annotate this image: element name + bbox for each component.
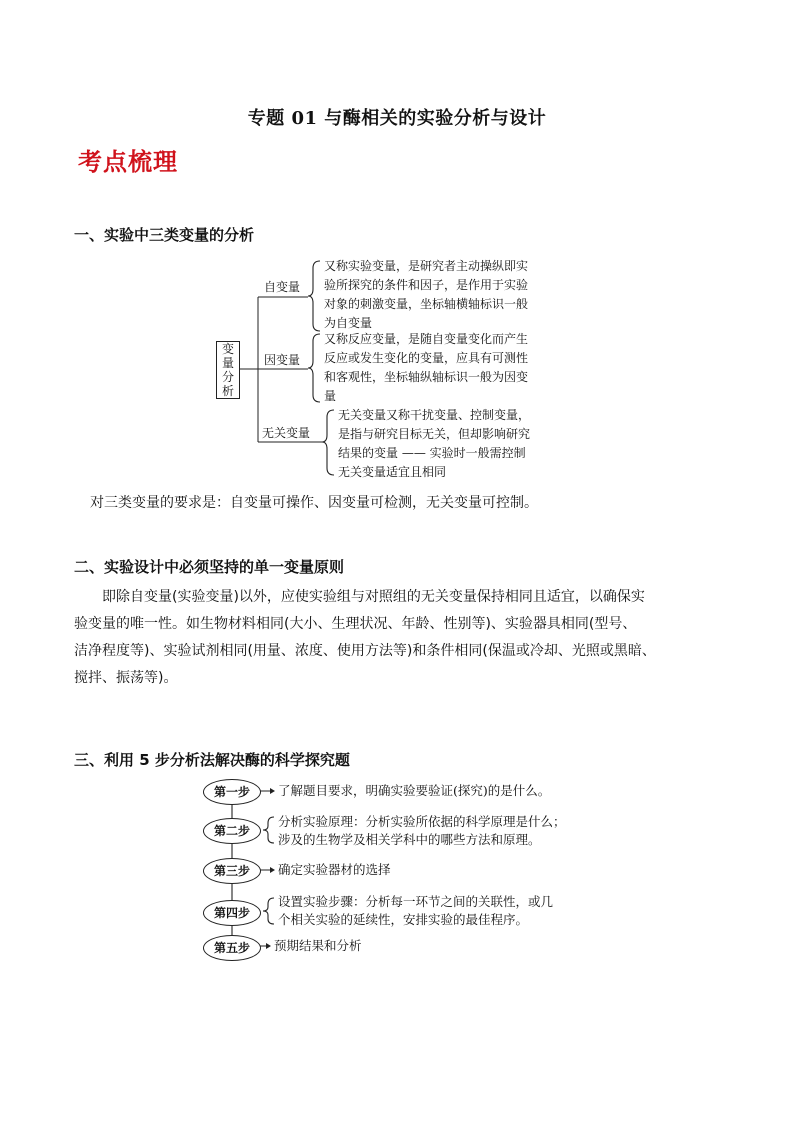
root-char: 量 xyxy=(221,356,234,370)
section-3-heading: 三、利用 5 步分析法解决酶的科学探究题 xyxy=(74,751,350,769)
desc-line: 是指与研究目标无关，但却影响研究 xyxy=(338,427,531,441)
paragraph-line: 洁净程度等)、实验试剂相同(用量、浓度、使用方法等)和条件相同(保温或冷却、光照或黑暗、 xyxy=(74,643,656,659)
variable-requirement-note: 对三类变量的要求是：自变量可操作、因变量可检测，无关变量可控制。 xyxy=(90,495,538,511)
section-badge: 考点梳理 xyxy=(78,148,178,176)
paragraph-line: 搅拌、振荡等)。 xyxy=(74,670,178,686)
desc-line: 和客观性，坐标轴纵轴标识一般为因变 xyxy=(324,370,529,384)
step-4-text xyxy=(278,893,553,929)
step-5-text: 预期结果和分析 xyxy=(274,938,362,953)
desc-line: 无关变量又称干扰变量、控制变量， xyxy=(338,408,531,422)
paragraph-line: 即除自变量(实验变量)以外，应使实验组与对照组的无关变量保持相同且适宜，以确保实 xyxy=(102,589,645,605)
step-line: 个相关实验的延续性，安排实验的最佳程序。 xyxy=(278,912,529,927)
step-3-oval: 第三步 xyxy=(203,858,261,884)
branch-label-irrelevant: 无关变量 xyxy=(262,426,311,440)
step-line: 设置实验步骤：分析每一环节之间的关联性，或几 xyxy=(278,894,554,909)
step-3-text: 确定实验器材的选择 xyxy=(278,862,391,877)
step-1-oval: 第一步 xyxy=(203,779,261,805)
section-1-heading: 一、实验中三类变量的分析 xyxy=(74,226,255,244)
root-char: 变 xyxy=(221,342,234,356)
step-line: 涉及的生物学及相关学科中的哪些方法和原理。 xyxy=(278,832,541,847)
step-1-text: 了解题目要求，明确实验要验证(探究)的是什么。 xyxy=(278,783,551,798)
step-4-oval: 第四步 xyxy=(203,900,261,926)
step-2-text xyxy=(278,813,566,849)
desc-line: 为自变量 xyxy=(324,316,373,330)
desc-line: 又称实验变量，是研究者主动操纵即实 xyxy=(324,259,529,273)
desc-line: 对象的刺激变量，坐标轴横轴标识一般 xyxy=(324,297,529,311)
page-title: 专题 01 与酶相关的实验分析与设计 xyxy=(247,108,547,129)
root-char: 分 xyxy=(221,370,234,384)
root-char: 析 xyxy=(221,384,234,398)
step-2-oval: 第二步 xyxy=(203,818,261,844)
desc-line: 反应或发生变化的变量，应具有可测性 xyxy=(324,351,529,365)
desc-line: 又称反应变量，是随自变量变化而产生 xyxy=(324,332,529,346)
desc-line: 无关变量适宜且相同 xyxy=(338,465,447,479)
step-5-oval: 第五步 xyxy=(203,935,261,961)
desc-line: 结果的变量 —— 实验时一般需控制 xyxy=(338,446,526,460)
desc-line: 量 xyxy=(324,389,337,403)
desc-line: 验所探究的条件和因子，是作用于实验 xyxy=(324,278,529,292)
step-line: 分析实验原理：分析实验所依据的科学原理是什么； xyxy=(278,814,566,829)
branch-label-independent: 自变量 xyxy=(264,280,301,294)
paragraph-line: 验变量的唯一性。如生物材料相同(大小、生理状况、年龄、性别等)、实验器具相同(型号、 xyxy=(74,616,637,632)
section-2-heading: 二、实验设计中必须坚持的单一变量原则 xyxy=(74,558,345,576)
branch-label-dependent: 因变量 xyxy=(264,353,301,367)
